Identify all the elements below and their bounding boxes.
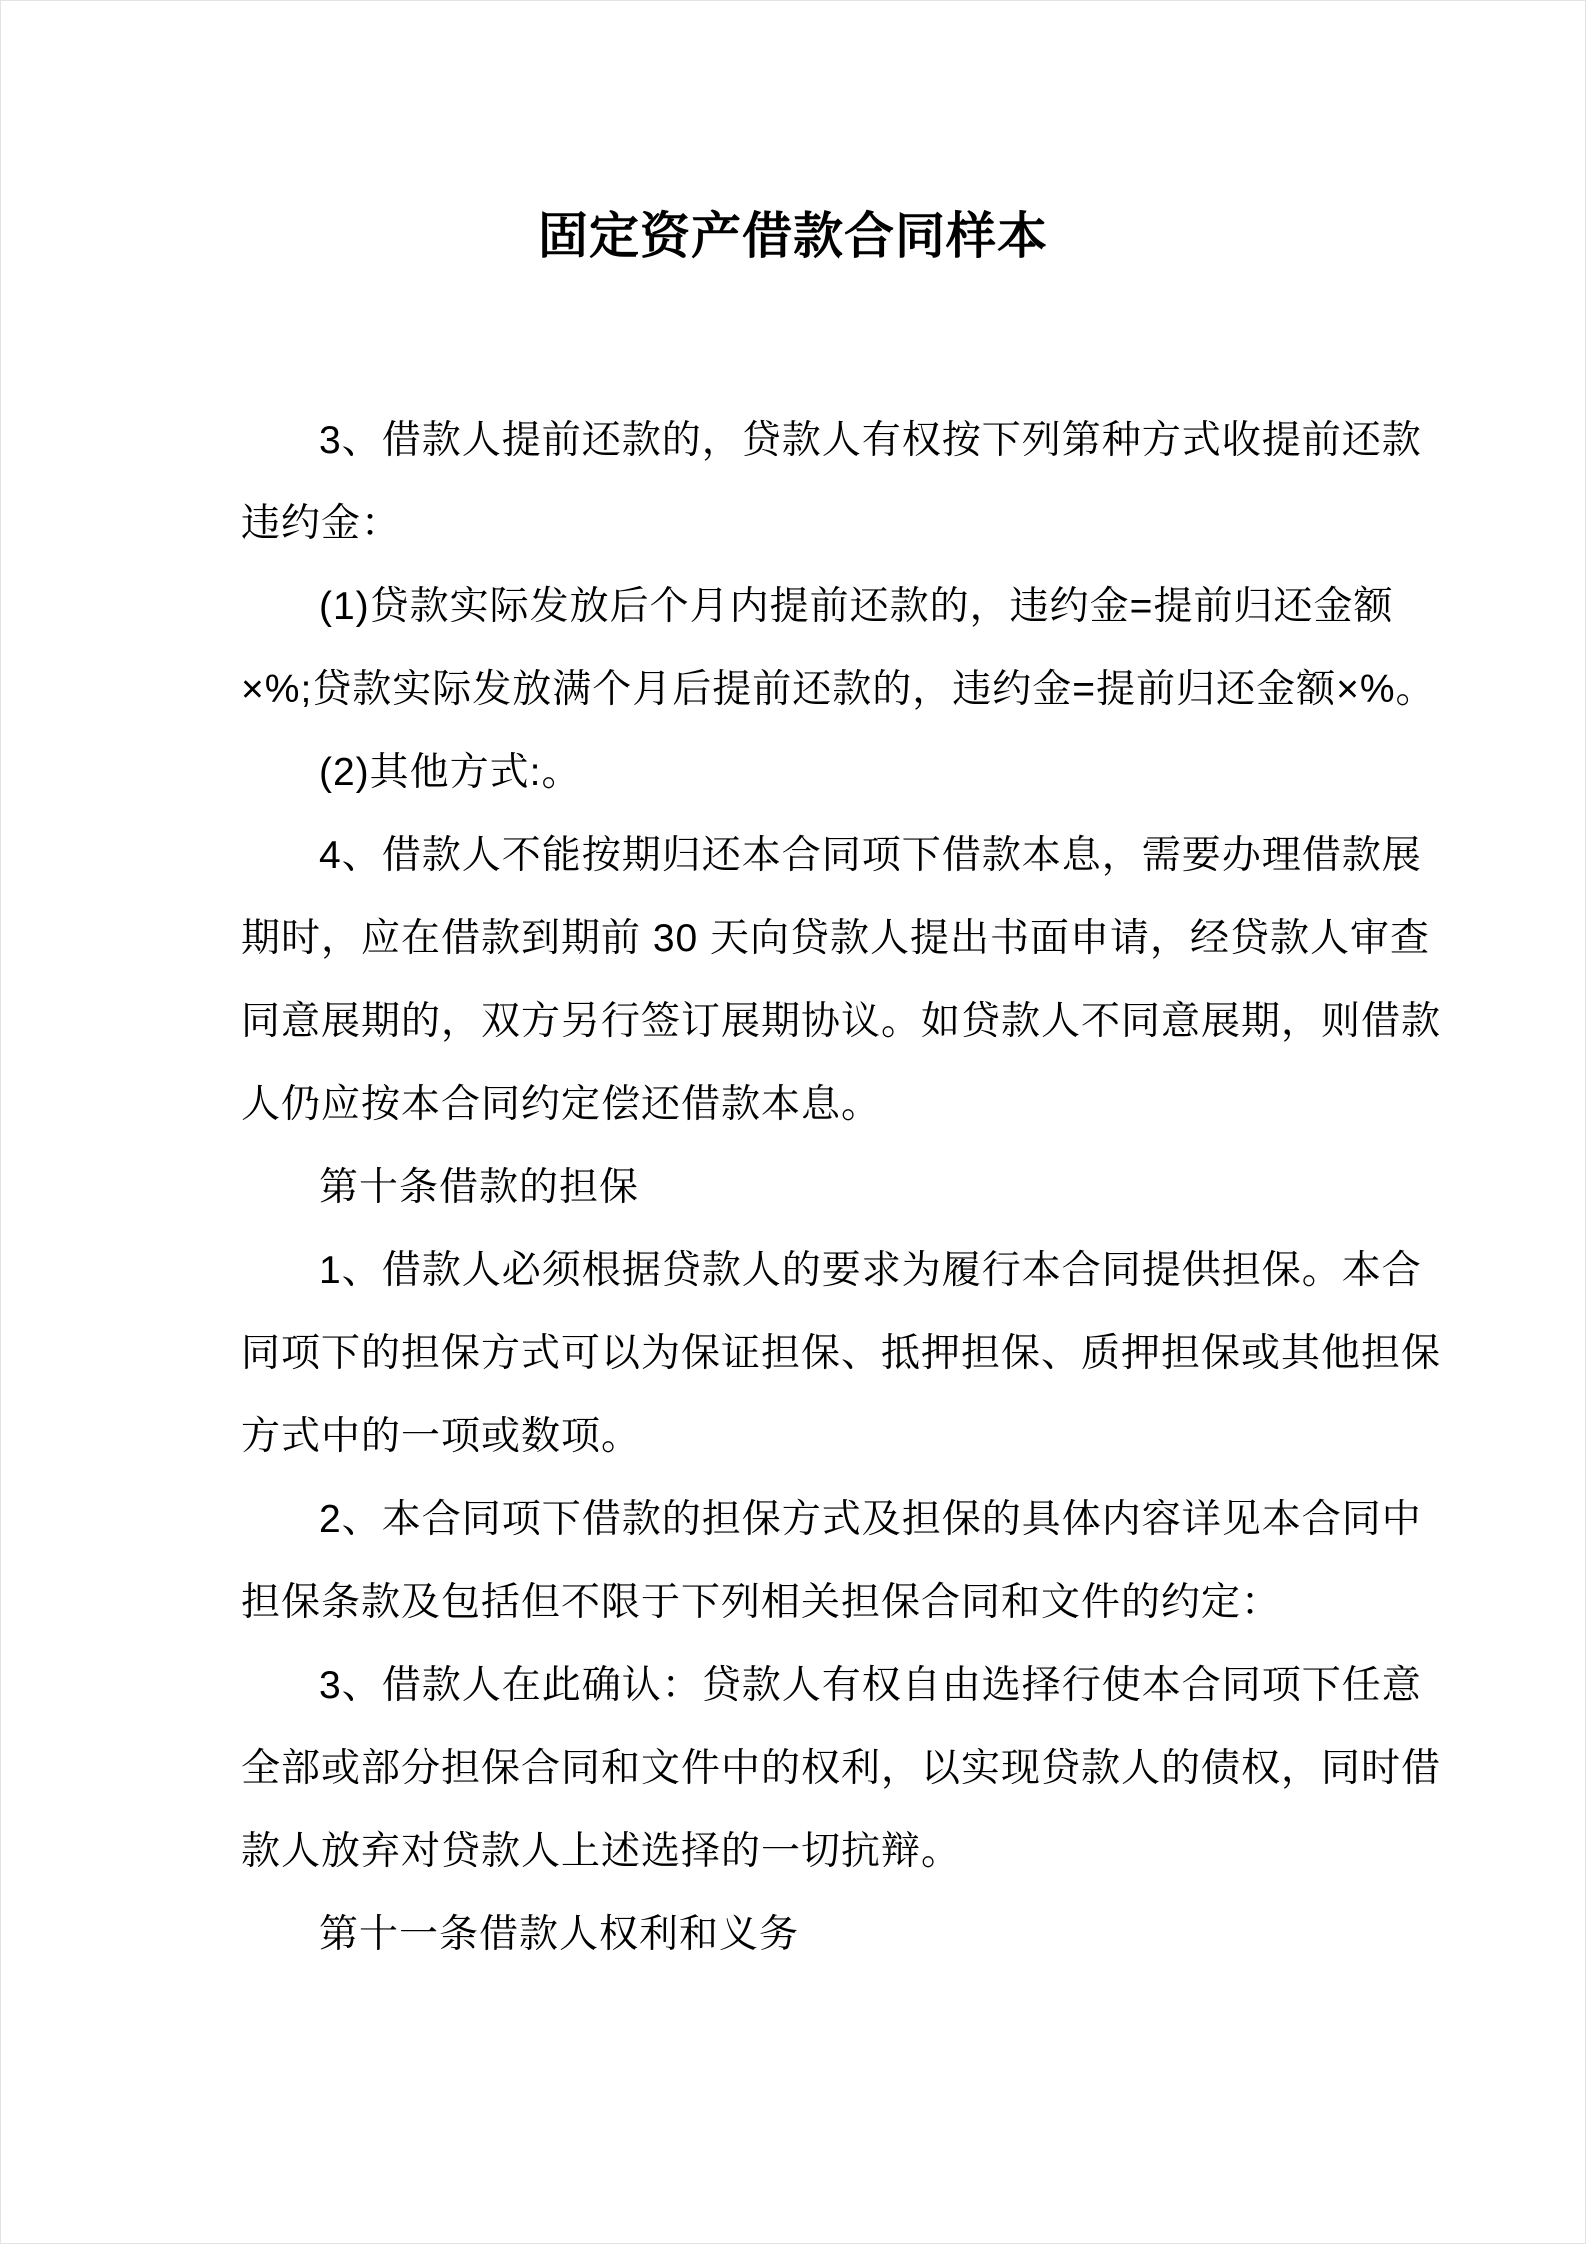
paragraph [241, 1893, 1511, 1976]
document-body [241, 399, 1511, 1976]
text-line: 期时，应在借款到期前 30 天向贷款人提出书面申请，经贷款人审查 [241, 917, 1431, 960]
text-line: ×%;贷款实际发放满个月后提前还款的，违约金=提前归还金额×%。 [241, 668, 1436, 711]
text-line: (1)贷款实际发放后个月内提前还款的，违约金=提前归还金额 [319, 585, 1394, 628]
text-line: 1、借款人必须根据贷款人的要求为履行本合同提供担保。本合 [319, 1249, 1422, 1292]
text-line: 方式中的一项或数项。 [241, 1415, 642, 1458]
text-line: 人仍应按本合同约定偿还借款本息。 [241, 1083, 882, 1126]
text-line: 第十一条借款人权利和义务 [319, 1913, 800, 1956]
paragraph [241, 731, 1511, 814]
paragraph [241, 1146, 1511, 1229]
text-line: 2、本合同项下借款的担保方式及担保的具体内容详见本合同中 [319, 1498, 1422, 1541]
text-line: 担保条款及包括但不限于下列相关担保合同和文件的约定： [241, 1581, 1282, 1624]
text-line: 3、借款人在此确认：贷款人有权自由选择行使本合同项下任意 [319, 1664, 1422, 1707]
paragraph [241, 565, 1511, 731]
paragraph [241, 1229, 1511, 1478]
paragraph [241, 814, 1511, 1146]
text-line: 同意展期的，双方另行签订展期协议。如贷款人不同意展期，则借款 [241, 1000, 1442, 1043]
text-line: 同项下的担保方式可以为保证担保、抵押担保、质押担保或其他担保 [241, 1332, 1442, 1375]
text-line: 3、借款人提前还款的，贷款人有权按下列第种方式收提前还款 [319, 419, 1422, 462]
document-title: 固定资产借款合同样本 [538, 208, 1048, 264]
text-line: 款人放弃对贷款人上述选择的一切抗辩。 [241, 1830, 962, 1873]
paragraph [241, 1644, 1511, 1893]
paragraph [241, 1478, 1511, 1644]
text-line: 第十条借款的担保 [319, 1166, 640, 1209]
text-line: (2)其他方式:。 [319, 751, 582, 794]
text-line: 全部或部分担保合同和文件中的权利，以实现贷款人的债权，同时借 [241, 1747, 1442, 1790]
text-line: 违约金： [241, 502, 402, 545]
text-line: 4、借款人不能按期归还本合同项下借款本息，需要办理借款展 [319, 834, 1422, 877]
paragraph [241, 399, 1511, 565]
